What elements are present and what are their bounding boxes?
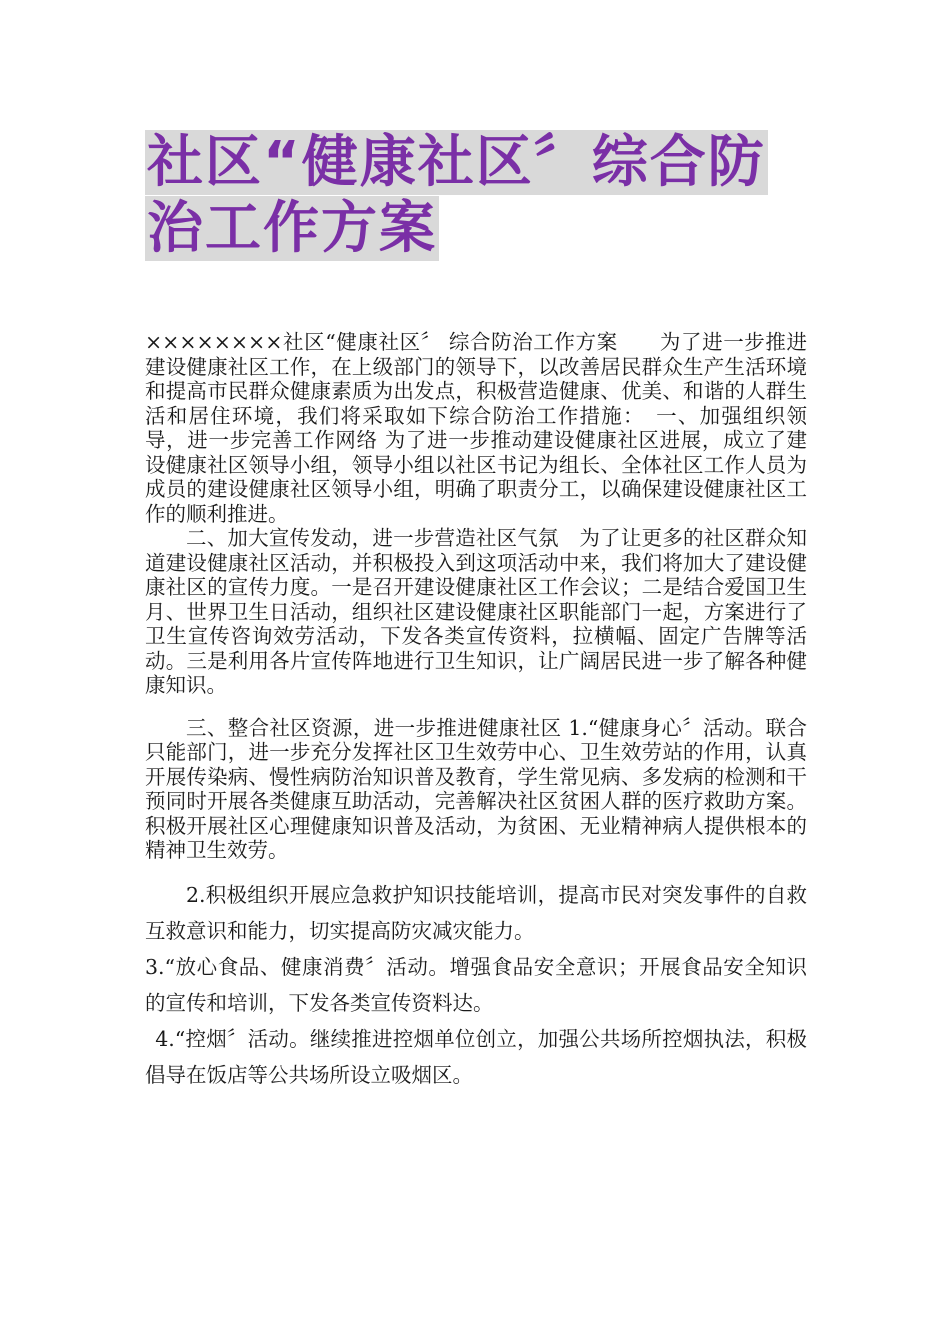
document-title (145, 130, 807, 262)
paragraph-publicity: 二、加大宣传发动，进一步营造社区气氛 为了让更多的社区群众知道建设健康社区活动，并积极投入到这项活动中来，我们将加大了建设健康社区的宣传力度。一是召开建设健康社区工作会议；二是结合爱国卫生月、世界卫生日活动，组织社区建设健康社区职能部门一起，方案进行了卫生宣传咨询效劳活动，下发各类宣传资料，拉横幅、固定广告牌等活动。三是利用各片宣传阵地进行卫生知识，让广阔居民进一步了解各种健康知识。 (145, 526, 807, 697)
paragraph-intro: ××××××××社区“健康社区〞 综合防治工作方案 为了进一步推进建设健康社区工作，在上级部门的领导下，以改善居民群众生产生活环境和提高市民群众健康素质为出发点，积极营造健康、优美、和谐的人群生活和居住环境，我们将采取如下综合防治工作措施： 一、加强组织领导，进一步完善工作网络 为了进一步推动建设健康社区进展，成立了建设健康社区领导小组，领导小组以社区书记为组长、全体社区工作人员为成员的建设健康社区领导小组，明确了职责分工，以确保建设健康社区工作的顺利推进。 (145, 330, 807, 526)
paragraph-resources: 三、整合社区资源，进一步推进健康社区 1.“健康身心〞活动。联合只能部门，进一步充分发挥社区卫生效劳中心、卫生效劳站的作用，认真开展传染病、慢性病防治知识普及教育，学生常见病、多发病的检测和干预同时开展各类健康互助活动，完善解决社区贫困人群的医疗救助方案。积极开展社区心理健康知识普及活动，为贫困、无业精神病人提供根本的精神卫生效劳。 (145, 715, 807, 862)
paragraph-item-2: 2.积极组织开展应急救护知识技能培训，提高市民对突发事件的自救互救意识和能力，切实提高防灾减灾能力。 (145, 882, 807, 943)
paragraph-item-3: 3.“放心食品、健康消费〞活动。增强食品安全意识；开展食品安全知识的宣传和培训，下发各类宣传资料达。 (145, 954, 807, 1015)
paragraph-item-4: 4.“控烟〞活动。继续推进控烟单位创立，加强公共场所控烟执法，积极倡导在饭店等公共场所设立吸烟区。 (145, 1026, 807, 1087)
document-page (145, 130, 807, 1093)
title-text: 社区“健康社区〞综合防治工作方案 (147, 130, 766, 261)
document-body (145, 330, 807, 1093)
